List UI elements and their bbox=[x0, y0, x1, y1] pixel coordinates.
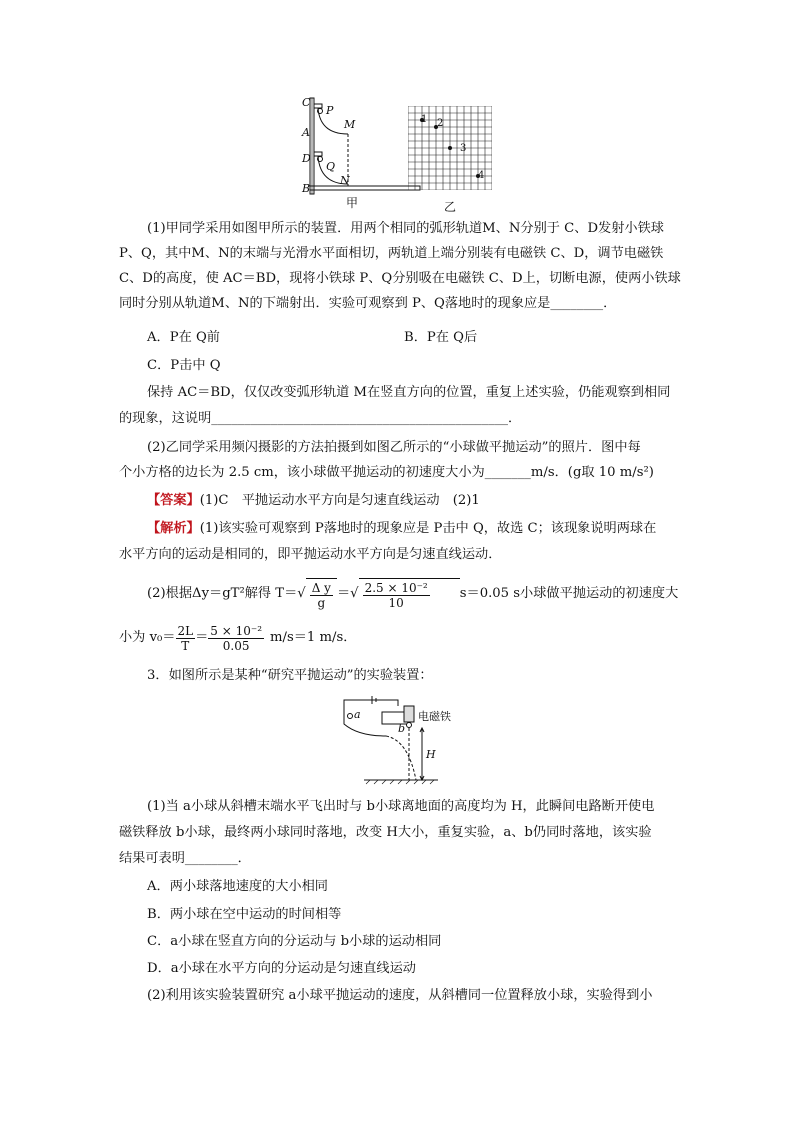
label-P: P bbox=[326, 104, 334, 117]
sqrt-1: √ $\frac{\text{Δ y}}{g}$ bbox=[297, 578, 337, 610]
f4-den: 0.05 bbox=[222, 638, 250, 653]
label-a: a bbox=[354, 708, 361, 721]
q3-p2: (2)利用该实验装置研究 a小球平抛运动的速度，从斜槽同一位置释放小球，实验得到小 bbox=[147, 988, 653, 1003]
q2-p1-line1: (1)甲同学采用如图甲所示的装置．用两个相同的弧形轨道M、N分别于 C、D发射小铁球 bbox=[147, 221, 664, 236]
f3-num: 2L bbox=[177, 623, 194, 638]
formula2-pre: 小为 v₀＝ bbox=[119, 630, 176, 645]
f2-den: 10 bbox=[388, 596, 404, 610]
label-magnet: 电磁铁 bbox=[418, 710, 451, 723]
analysis-tag: 【解析】 bbox=[147, 521, 200, 536]
formula1-post: s＝0.05 s小球做平抛运动的初速度大 bbox=[459, 586, 679, 601]
q2-p2-line1: 保持 AC＝BD，仅仅改变弧形轨道 M在竖直方向的位置，重复上述实验，仍能观察到相同 bbox=[147, 385, 671, 400]
label-N: N bbox=[340, 174, 350, 187]
q2-p1-line2: P、Q，其中M、N的末端与光滑水平面相切，两轨道上端分别装有电磁铁 C、D，调节电磁铁 bbox=[119, 246, 664, 261]
q3-p1-line2: 磁铁释放 b小球，最终两小球同时落地，改变 H大小，重复实验，a、b仍同时落地，该实验 bbox=[119, 825, 652, 840]
grid-point-4: 4 bbox=[478, 170, 485, 181]
label-B: B bbox=[302, 182, 311, 195]
q2-option-c: C．P击中 Q bbox=[147, 358, 221, 373]
q2-option-b: B．P在 Q后 bbox=[404, 330, 478, 345]
q2-option-a: A．P在 Q前 bbox=[147, 330, 220, 345]
grid-point-2: 2 bbox=[437, 118, 444, 129]
caption-yi: 乙 bbox=[444, 200, 457, 214]
formula2-eq: ＝ bbox=[195, 630, 209, 645]
label-H: H bbox=[426, 748, 436, 761]
q3-stem: 3．如图所示是某种“研究平抛运动”的实验装置： bbox=[147, 668, 433, 683]
grid-dot-3 bbox=[448, 146, 452, 150]
answer-text: (1)C 平抛运动水平方向是匀速直线运动 (2)1 bbox=[199, 493, 480, 508]
analysis-line1 bbox=[147, 521, 656, 537]
q2-p3-line2: 个小方格的边长为 2.5 cm，该小球做平抛运动的初速度大小为_______m/s．(g取 10 m/s²) bbox=[119, 465, 654, 480]
formula-velocity bbox=[119, 622, 356, 654]
answer-tag: 【答案】 bbox=[147, 493, 200, 508]
label-D: D bbox=[302, 152, 311, 165]
grid-point-3: 3 bbox=[460, 143, 467, 154]
f1-num: Δ y bbox=[311, 581, 331, 595]
q3-p1-line1: (1)当 a小球从斜槽末端水平飞出时与 b小球离地面的高度均为 H，此瞬间电路断开使电 bbox=[147, 799, 655, 814]
label-b: b bbox=[398, 722, 406, 735]
q2-p1-line3: C、D的高度，使 AC＝BD，现将小铁球 P、Q分别吸在电磁铁 C、D上，切断电源，使两小铁球 bbox=[119, 271, 681, 286]
formula1-pre: (2)根据Δy＝gT²解得 T＝ bbox=[147, 586, 298, 601]
caption-jia: 甲 bbox=[346, 196, 359, 210]
answer-line bbox=[147, 493, 480, 509]
label-C: C bbox=[302, 96, 311, 109]
q3-p1-line3: 结果可表明________． bbox=[119, 851, 251, 866]
q3-option-c: C．a小球在竖直方向的分运动与 b小球的运动相同 bbox=[147, 934, 442, 949]
f3-den: T bbox=[181, 638, 190, 653]
f4-num: 5 × 10⁻² bbox=[210, 623, 263, 638]
figure-jia-yi bbox=[296, 94, 506, 214]
formula-period bbox=[147, 576, 678, 612]
grid-point-1: 1 bbox=[421, 114, 428, 125]
formula1-eq: ＝ bbox=[336, 586, 351, 601]
f2-num: 2.5 × 10⁻² bbox=[364, 581, 428, 595]
sqrt-2: √ $\frac{\text{2.5 × 10⁻²}}{10}$ bbox=[350, 578, 460, 610]
figure-q3 bbox=[338, 694, 478, 790]
q3-option-d: D．a小球在水平方向的分运动是匀速直线运动 bbox=[147, 961, 416, 976]
q3-option-a: A．两小球落地速度的大小相同 bbox=[147, 879, 328, 894]
q3-option-b: B．两小球在空中运动的时间相等 bbox=[147, 907, 342, 922]
analysis-line2: 水平方向的运动是相同的，即平抛运动水平方向是匀速直线运动． bbox=[119, 547, 502, 562]
label-A: A bbox=[302, 126, 310, 139]
q2-p3-line1: (2)乙同学采用频闪摄影的方法拍摄到如图乙所示的“小球做平抛运动”的照片．图中每 bbox=[147, 440, 641, 455]
label-M: M bbox=[344, 118, 356, 131]
formula2-post: m/s＝1 m/s． bbox=[270, 630, 357, 645]
f1-den: g bbox=[317, 596, 326, 610]
analysis-text-1: (1)该实验可观察到 P落地时的现象应是 P击中 Q，故选 C；该现象说明两球在 bbox=[199, 521, 657, 536]
q2-p1-line4: 同时分别从轨道M、N的下端射出．实验可观察到 P、Q落地时的现象应是________． bbox=[119, 296, 617, 311]
q2-p2-line2: 的现象，这说明_____________________________________________． bbox=[119, 411, 522, 426]
label-Q: Q bbox=[326, 160, 336, 173]
